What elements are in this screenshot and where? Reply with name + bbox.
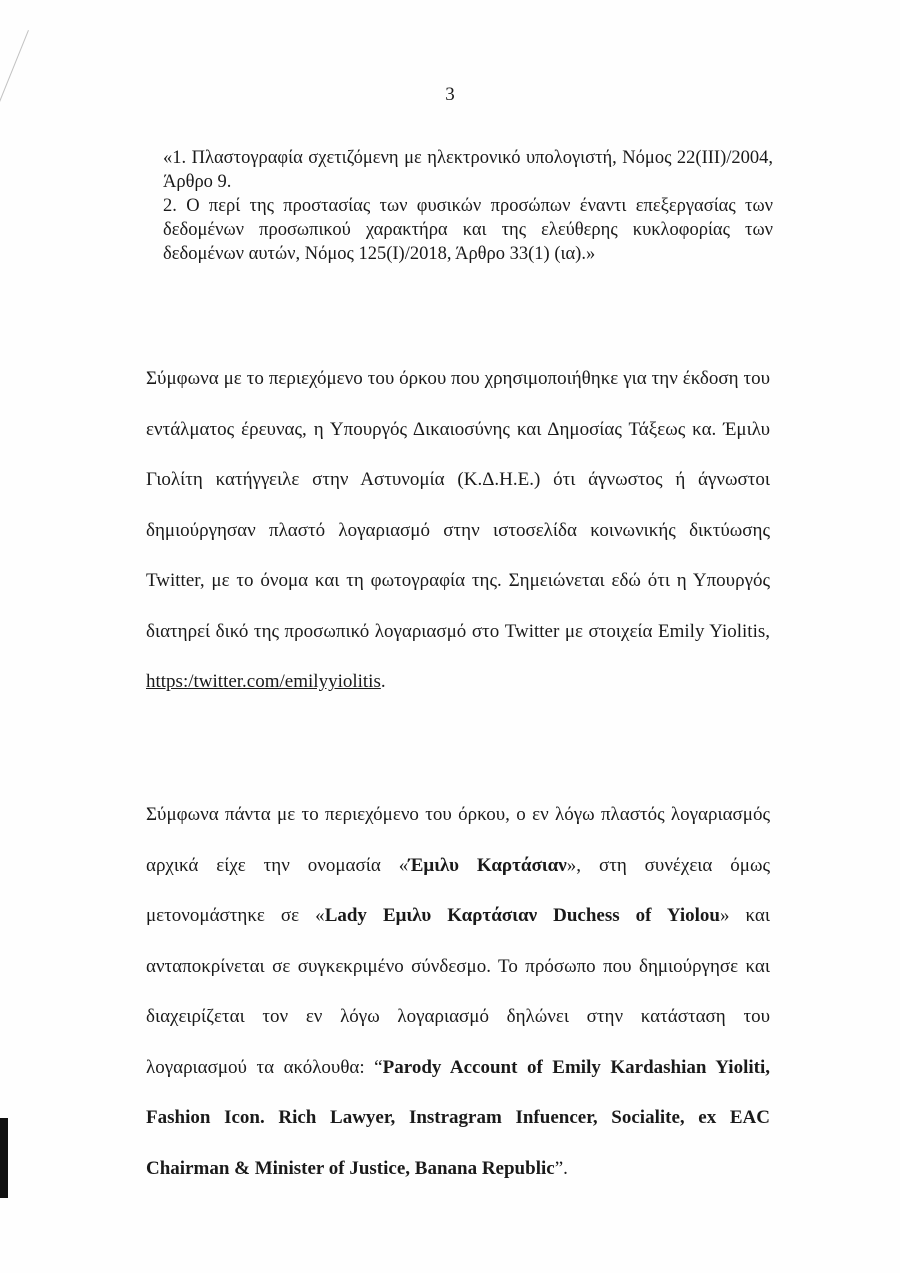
scan-artifact-edge (0, 1118, 8, 1198)
paragraph-fake-account-text (146, 790, 770, 1194)
paragraph-complaint-text (146, 354, 770, 708)
quoted-charges (163, 146, 773, 266)
paragraph-complaint (146, 354, 770, 708)
fake-account-original-name: Έμιλυ Καρτάσιαν (408, 854, 567, 876)
fake-account-text-1: Σύμφωνα πάντα με το περιεχόμενο του όρκου, ο εν λόγω πλαστός λογαριασμός αρχικά είχε την ονομασία « (146, 804, 770, 876)
paragraph-complaint-end: . (380, 671, 386, 692)
fake-account-text-3: » και ανταποκρίνεται σε συγκεκριμένο σύνδεσμο. Το πρόσωπο που δημιούργησε και διαχειρίζεται τον εν λόγω λογαριασμό δηλώνει στην κατάσταση του λογαριασμού τα ακόλουθα: “ (146, 905, 770, 1078)
fake-account-text-4: ”. (554, 1157, 568, 1179)
charge-item-2: 2. Ο περί της προστασίας των φυσικών προσώπων έναντι επεξεργασίας των δεδομένων προσωπικού χαρακτήρα και της ελεύθερης κυκλοφορίας των δεδομένων αυτών, Νόμος 125(Ι)/2018, Άρθρο 33(1) (ια).» (163, 196, 773, 264)
twitter-profile-link[interactable]: https:/twitter.com/emilyyiolitis (146, 671, 381, 692)
paragraph-complaint-body: Σύμφωνα με το περιεχόμενο του όρκου που χρησιμοποιήθηκε για την έκδοση του εντάλματος έρευνας, η Υπουργός Δικαιοσύνης και Δημοσίας Τάξεως κα. Έμιλυ Γιολίτη κατήγγειλε στην Αστυνομία (Κ.Δ.Η.Ε.) ότι άγνωστος ή άγνωστοι δημιούργησαν πλαστό λογαριασμό στην ιστοσελίδα κοινωνικής δικτύωσης Twitter, με το όνομα και τη φωτογραφία της. Σημειώνεται εδώ ότι η Υπουργός διατηρεί δικό της προσωπικό λογαριασμό στο Twitter με στοιχεία Emily Yiolitis, (146, 368, 770, 642)
fake-account-bio: Parody Account of Emily Kardashian Yioliti, Fashion Icon. Rich Lawyer, Instragram Infuencer, Socialite, ex EAC Chairman & Minister of Justice, Banana Republic (146, 1056, 770, 1179)
page-number: 3 (445, 84, 455, 105)
charge-item-1: «1. Πλαστογραφία σχετιζόμενη με ηλεκτρονικό υπολογιστή, Νόμος 22(ΙΙΙ)/2004, Άρθρο 9. (163, 148, 773, 192)
paragraph-fake-account (146, 790, 770, 1194)
fake-account-new-name: Lady Εμιλυ Καρτάσιαν Duchess of Yiolou (324, 905, 720, 926)
fake-account-text-2: », στη συνέχεια όμως μετονομάστηκε σε « (146, 854, 770, 926)
